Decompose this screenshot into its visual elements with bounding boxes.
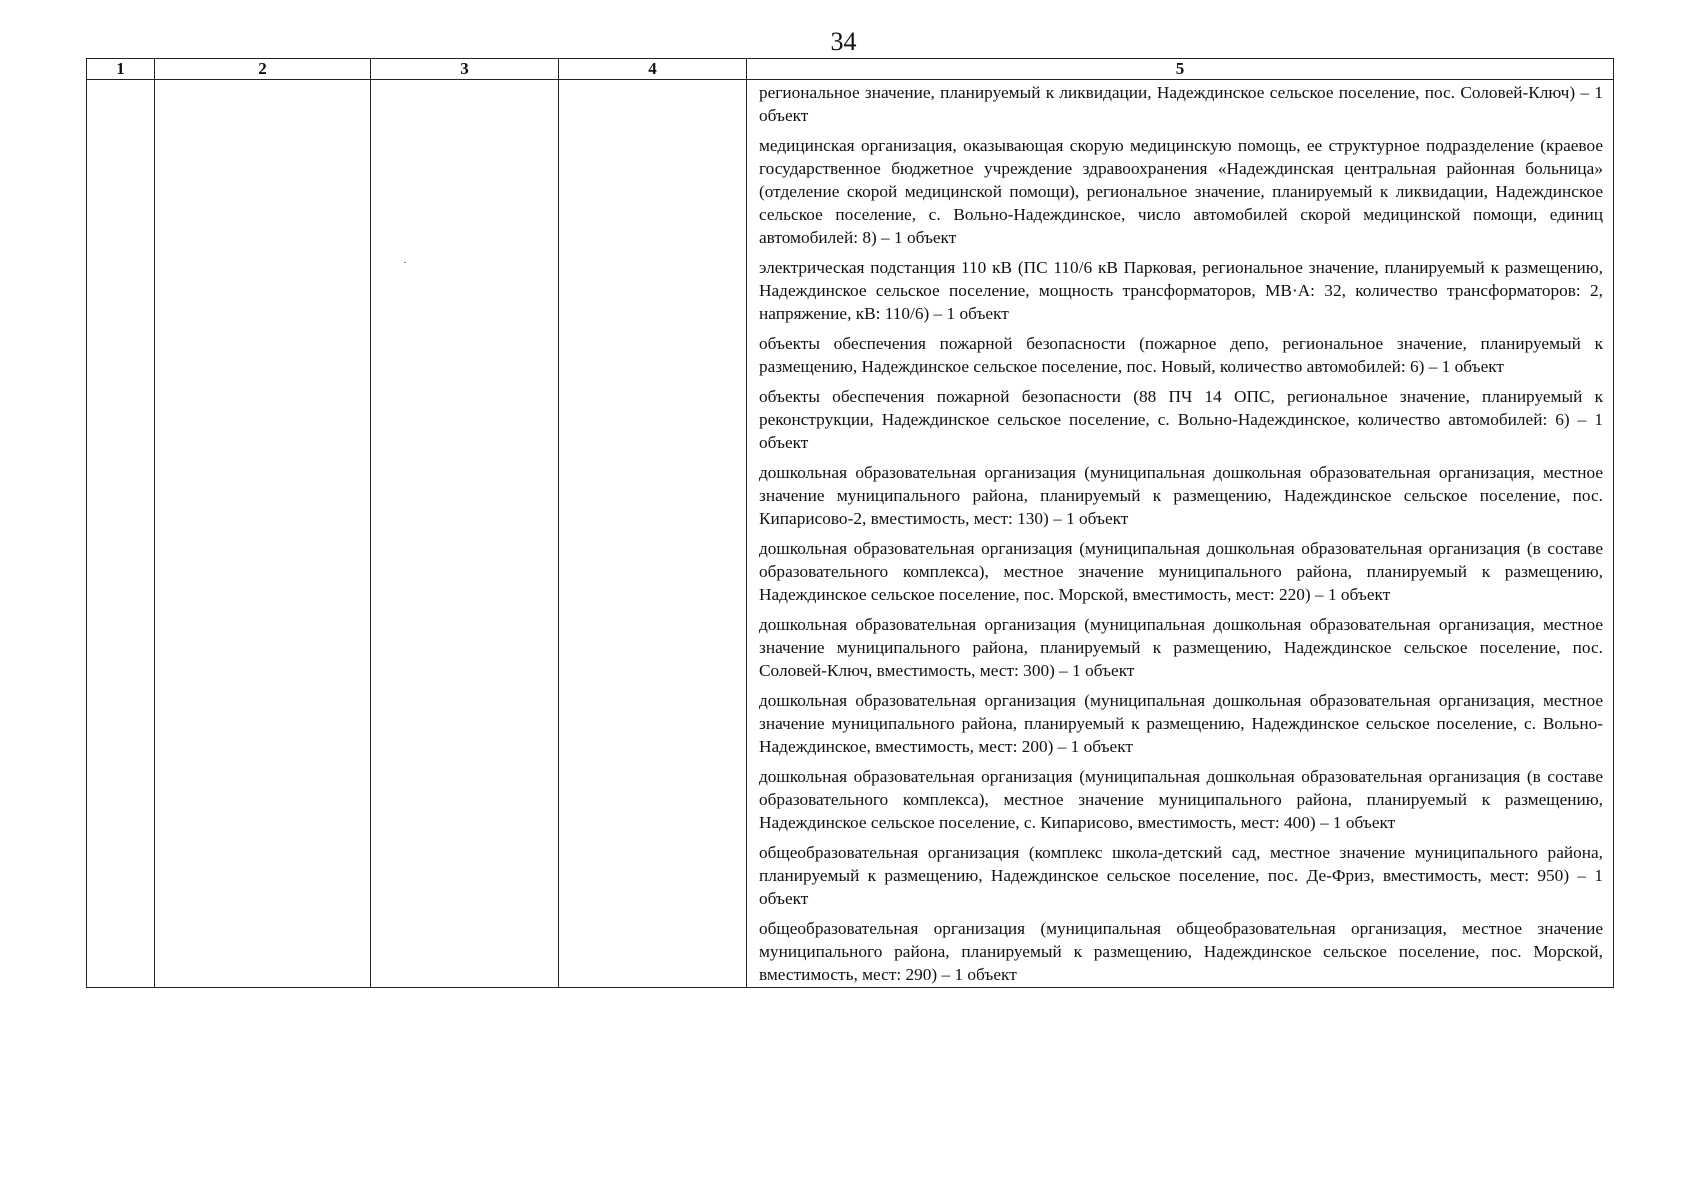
object-entry: медицинская организация, оказывающая скорую медицинскую помощь, ее структурное подразделение (краевое государственное бюджетное учреждение здравоохранения «Надеждинская центральная районная больница» (отделение скорой медицинской помощи), региональное значение, планируемый к ликвидации, Надеждинское сельское поселение, с. Вольно-Надеждинское, число автомобилей скорой медицинской помощи, единиц автомобилей: 8) – 1 объект <box>759 136 1603 247</box>
object-entry: дошкольная образовательная организация (муниципальная дошкольная образовательная организация (в составе образовательного комплекса), местное значение муниципального района, планируемый к размещению, Надеждинское сельское поселение, пос. Морской, вместимость, мест: 220) – 1 объект <box>759 539 1603 604</box>
page-number: 34 <box>830 27 857 56</box>
scan-speck <box>404 262 406 263</box>
column-header-3: 3 <box>371 59 559 80</box>
column-header-5: 5 <box>747 59 1614 80</box>
column-header-4: 4 <box>559 59 747 80</box>
cell-col-2 <box>155 80 371 988</box>
object-entry: региональное значение, планируемый к ликвидации, Надеждинское сельское поселение, пос. Соловей-Ключ) – 1 объект <box>759 83 1603 125</box>
table-header-row <box>87 59 1614 80</box>
object-entry: общеобразовательная организация (муниципальная общеобразовательная организация, местное значение муниципального района, планируемый к размещению, Надеждинское сельское поселение, пос. Морской, вместимость, мест: 290) – 1 объект <box>759 919 1603 984</box>
object-entry: дошкольная образовательная организация (муниципальная дошкольная образовательная организация, местное значение муниципального района, планируемый к размещению, Надеждинское сельское поселение, с. Вольно-Надеждинское, вместимость, мест: 200) – 1 объект <box>759 691 1603 756</box>
object-entry: объекты обеспечения пожарной безопасности (88 ПЧ 14 ОПС, региональное значение, планируемый к реконструкции, Надеждинское сельское поселение, с. Вольно-Надеждинское, количество автомобилей: 6) – 1 объект <box>759 387 1603 452</box>
object-entry: дошкольная образовательная организация (муниципальная дошкольная образовательная организация, местное значение муниципального района, планируемый к размещению, Надеждинское сельское поселение, пос. Кипарисово-2, вместимость, мест: 130) – 1 объект <box>759 463 1603 528</box>
object-entry: общеобразовательная организация (комплекс школа-детский сад, местное значение муниципального района, планируемый к размещению, Надеждинское сельское поселение, пос. Де-Фриз, вместимость, мест: 950) – 1 объект <box>759 843 1603 908</box>
cell-col-4 <box>559 80 747 988</box>
document-table <box>86 58 1614 988</box>
object-entry: объекты обеспечения пожарной безопасности (пожарное депо, региональное значение, планируемый к размещению, Надеждинское сельское поселение, пос. Новый, количество автомобилей: 6) – 1 объект <box>759 334 1603 376</box>
column-header-1: 1 <box>87 59 155 80</box>
table-row <box>87 80 1614 988</box>
object-entries-list <box>747 80 1613 986</box>
cell-col-1 <box>87 80 155 988</box>
cell-col-5 <box>747 80 1614 988</box>
object-entry: электрическая подстанция 110 кВ (ПС 110/6 кВ Парковая, региональное значение, планируемый к размещению, Надеждинское сельское поселение, мощность трансформаторов, МВ·А: 32, количество трансформаторов: 2, напряжение, кВ: 110/6) – 1 объект <box>759 258 1603 323</box>
object-entry: дошкольная образовательная организация (муниципальная дошкольная образовательная организация, местное значение муниципального района, планируемый к размещению, Надеждинское сельское поселение, пос. Соловей-Ключ, вместимость, мест: 300) – 1 объект <box>759 615 1603 680</box>
object-entry: дошкольная образовательная организация (муниципальная дошкольная образовательная организация (в составе образовательного комплекса), местное значение муниципального района, планируемый к размещению, Надеждинское сельское поселение, с. Кипарисово, вместимость, мест: 400) – 1 объект <box>759 767 1603 832</box>
column-header-2: 2 <box>155 59 371 80</box>
cell-col-3 <box>371 80 559 988</box>
